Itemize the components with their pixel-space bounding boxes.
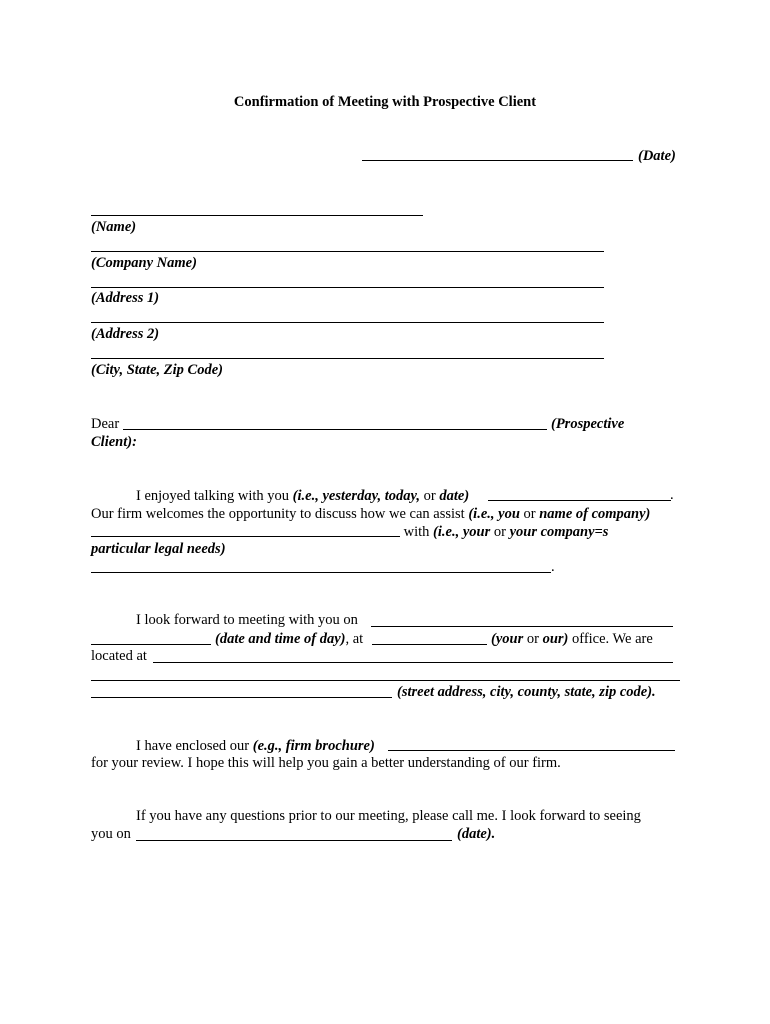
para1-intro: I enjoyed talking with you <box>136 488 290 504</box>
salutation-blank[interactable] <box>123 429 547 430</box>
para1-or2: or <box>519 506 540 522</box>
para1-line2-text: Our firm welcomes the opportunity to discuss how we can assist <box>91 506 465 522</box>
para1-name-company: name of company) <box>539 506 651 522</box>
address1-blank[interactable] <box>91 287 604 288</box>
para2-your: (your <box>491 631 524 647</box>
address2-label: (Address 2) <box>91 326 160 342</box>
para3-eg: (e.g., firm brochure) <box>252 738 375 754</box>
name-label: (Name) <box>91 219 137 235</box>
para1-ie-you: (i.e., you <box>468 506 520 522</box>
para2-street: (street address, city, county, state, zip code). <box>397 684 656 700</box>
para1-when-blank[interactable] <box>488 500 671 501</box>
para2-date-time: (date and time of day) <box>215 631 346 647</box>
document-title: Confirmation of Meeting with Prospective Client <box>233 94 537 110</box>
name-blank[interactable] <box>91 215 423 216</box>
para1-line3 <box>400 523 608 541</box>
para4-you-on: you on <box>91 826 131 842</box>
para1-date: date) <box>439 488 470 504</box>
city-state-zip-label: (City, State, Zip Code) <box>91 362 223 378</box>
para3-intro: I have enclosed our <box>136 738 250 754</box>
para1-assist-blank[interactable] <box>91 536 400 537</box>
para2-line2 <box>215 630 367 648</box>
para2-office: office. We are <box>568 631 653 647</box>
salutation-prospective: (Prospective <box>551 416 625 432</box>
para1-line1 <box>136 487 469 505</box>
para1-or1: or <box>420 488 440 504</box>
para2-office-blank[interactable] <box>372 644 487 645</box>
para2-location-blank-3[interactable] <box>91 697 392 698</box>
para1-dot1: . <box>670 487 674 503</box>
para3-enclosed-blank[interactable] <box>388 750 675 751</box>
para1-period: . <box>551 559 555 575</box>
para1-needs-blank[interactable] <box>91 572 551 573</box>
salutation-dear: Dear <box>91 416 120 432</box>
para2-our: our) <box>542 631 569 647</box>
salutation-client: Client): <box>91 434 137 450</box>
city-state-zip-blank[interactable] <box>91 358 604 359</box>
para2-at: , at <box>345 631 367 647</box>
para2-location-blank[interactable] <box>153 662 673 663</box>
para2-located: located at <box>91 648 147 664</box>
para1-particular: particular legal needs) <box>91 541 226 557</box>
para1-ie-your: (i.e., your <box>433 524 491 540</box>
company-blank[interactable] <box>91 251 604 252</box>
para2-meeting-blank[interactable] <box>371 626 673 627</box>
para1-or3: or <box>490 524 510 540</box>
date-blank[interactable] <box>362 160 633 161</box>
para2-intro: I look forward to meeting with you on <box>136 612 358 628</box>
address1-label: (Address 1) <box>91 290 160 306</box>
para1-with: with <box>400 524 434 540</box>
para3-line1 <box>136 737 375 755</box>
para4-date-blank[interactable] <box>136 840 452 841</box>
para2-date-blank[interactable] <box>91 644 211 645</box>
para1-ie: (i.e., yesterday, today, <box>292 488 421 504</box>
para2-location-blank-2[interactable] <box>91 680 680 681</box>
para4-date: (date). <box>457 826 496 842</box>
date-label: (Date) <box>638 148 676 164</box>
para2-or: or <box>523 631 543 647</box>
para1-line2 <box>91 505 650 523</box>
para3-line2: for your review. I hope this will help you gain a better understanding of our firm. <box>91 755 561 771</box>
para2-line2b <box>491 630 653 648</box>
para1-your-company: your company=s <box>509 524 609 540</box>
para4-line1: If you have any questions prior to our meeting, please call me. I look forward to seeing <box>136 808 641 824</box>
address2-blank[interactable] <box>91 322 604 323</box>
company-label: (Company Name) <box>91 255 197 271</box>
